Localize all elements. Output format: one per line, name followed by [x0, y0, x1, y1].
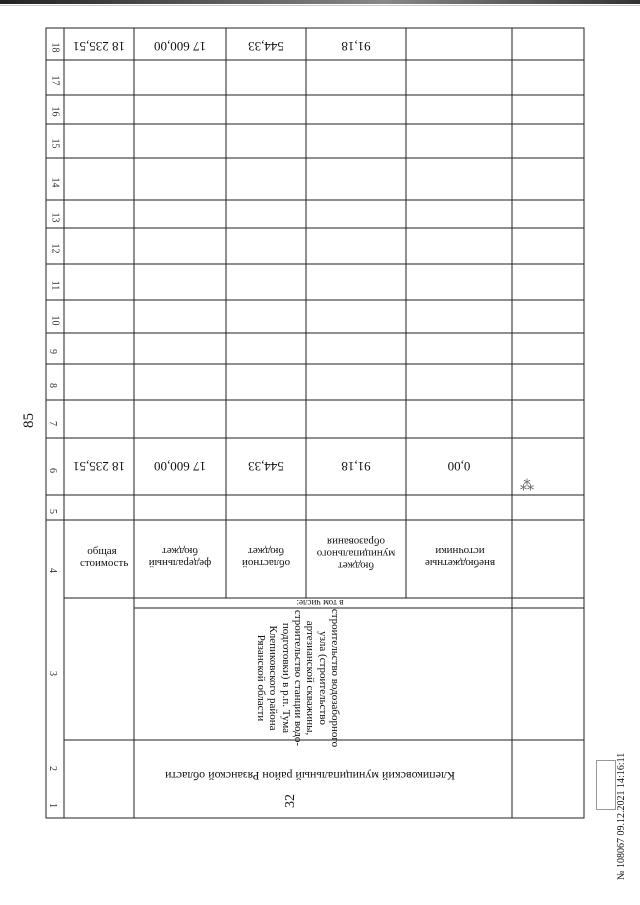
footer-stamp: № 108067 09.12.2021 14:16:11 — [616, 752, 627, 880]
col18-municipal: 91,18 — [341, 39, 371, 54]
col-16: 16 — [49, 106, 61, 117]
col-8: 8 — [47, 383, 58, 388]
col-15: 15 — [49, 138, 61, 149]
source-municipal: бюджет муниципального образования — [316, 535, 396, 572]
col-11: 11 — [49, 280, 61, 291]
col-3: 3 — [47, 671, 58, 676]
col-4: 4 — [47, 568, 58, 573]
col-2: 2 — [47, 766, 58, 771]
signature-mark: ⁂ — [520, 479, 534, 494]
col-18: 18 — [49, 42, 61, 53]
in-that-number: в том числе: — [296, 598, 344, 608]
col6-municipal: 91,18 — [341, 459, 371, 474]
col-9: 9 — [47, 349, 58, 354]
col6-federal: 17 600,00 — [154, 459, 206, 474]
region-name: Клепиковский муниципальный район Рязанской области — [165, 769, 455, 783]
col18-regional: 544,33 — [248, 39, 284, 54]
col-12: 12 — [49, 243, 61, 254]
source-extra: внебюджетные источники — [424, 545, 496, 570]
col6-total: 18 235,51 — [73, 459, 125, 474]
logo-mark — [596, 760, 616, 810]
source-regional: областной бюджет — [241, 545, 291, 570]
source-total: общая стоимость — [80, 545, 129, 570]
col-14: 14 — [49, 177, 61, 188]
col18-total: 18 235,51 — [73, 39, 125, 54]
object-description: строительство водозаборного узла (строительство артезианской скважины, строительство станции водо-подготовки) в р.п. Тума Клепиковского района Рязанской области — [255, 608, 341, 748]
col-10: 10 — [49, 315, 61, 326]
col-13: 13 — [49, 212, 61, 223]
source-federal: федеральный бюджет — [148, 545, 212, 570]
col-17: 17 — [49, 75, 61, 86]
page-number: 85 — [21, 413, 37, 428]
row-number: 32 — [283, 794, 298, 808]
col18-federal: 17 600,00 — [154, 39, 206, 54]
col6-extra: 0,00 — [447, 459, 471, 474]
col-7: 7 — [47, 421, 58, 426]
col6-regional: 544,33 — [248, 459, 284, 474]
col-5: 5 — [47, 509, 58, 514]
col-6: 6 — [47, 468, 58, 473]
col-1: 1 — [47, 803, 58, 808]
